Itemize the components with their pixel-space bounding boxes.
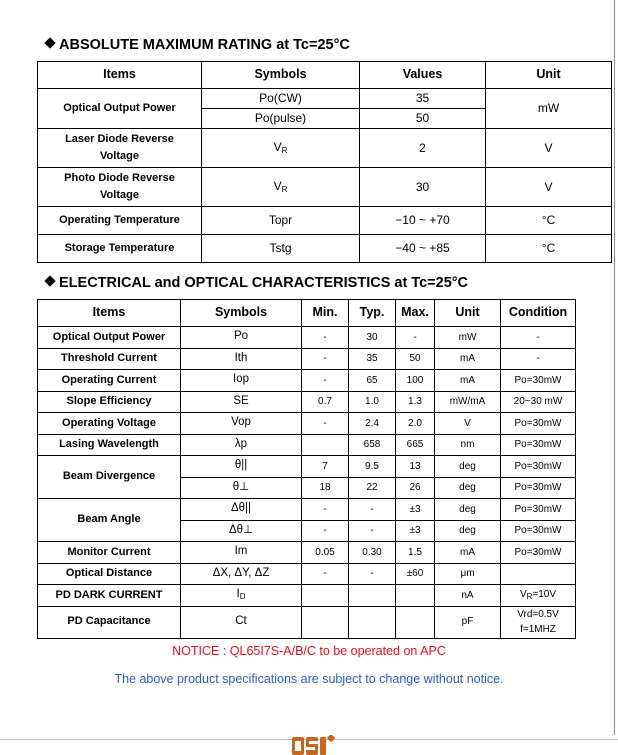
min-cell: - — [302, 413, 349, 435]
symbol-cell: Vop — [181, 413, 302, 435]
typ-cell: 658 — [349, 434, 396, 456]
diamond-bullet-icon — [44, 275, 55, 286]
item-cell: Threshold Current — [38, 348, 181, 370]
unit-cell: mW — [486, 89, 612, 129]
logo-letter-i — [320, 737, 326, 755]
header-symbols: Symbols — [181, 300, 302, 327]
unit-cell: °C — [486, 207, 612, 235]
value-cell: 35 — [360, 89, 486, 109]
min-cell: 0.05 — [302, 542, 349, 564]
table-row — [38, 129, 612, 168]
item-cell: Optical Distance — [38, 563, 181, 585]
page-right-border — [614, 0, 615, 735]
max-cell — [396, 606, 435, 638]
max-cell: ±3 — [396, 520, 435, 542]
typ-cell: - — [349, 563, 396, 585]
item-cell: Lasing Wavelength — [38, 434, 181, 456]
item-cell: PD DARK CURRENT — [38, 585, 181, 607]
typ-cell: 0.30 — [349, 542, 396, 564]
max-cell: 100 — [396, 370, 435, 392]
unit-cell: deg — [435, 520, 501, 542]
symbol-cell: $I_D$ — [181, 585, 302, 607]
header-unit: Unit — [435, 300, 501, 327]
item-cell: Operating Voltage — [38, 413, 181, 435]
typ-cell: 65 — [349, 370, 396, 392]
typ-cell: 2.4 — [349, 413, 396, 435]
header-symbols: Symbols — [202, 62, 360, 89]
table-row — [38, 327, 576, 349]
table-row — [38, 434, 576, 456]
min-cell: 7 — [302, 456, 349, 478]
unit-cell: V — [435, 413, 501, 435]
condition-cell: Po=30mW — [501, 477, 576, 499]
unit-cell: deg — [435, 477, 501, 499]
table-row — [38, 235, 612, 263]
min-cell — [302, 585, 349, 607]
table-row — [38, 456, 576, 478]
table-row — [38, 348, 576, 370]
header-min: Min. — [302, 300, 349, 327]
item-optical-output-power: Optical Output Power — [38, 89, 202, 129]
unit-cell: pF — [435, 606, 501, 638]
condition-cell: - — [501, 348, 576, 370]
header-typ: Typ. — [349, 300, 396, 327]
notice-text: NOTICE : QL65I7S-A/B/C to be operated on APC — [172, 644, 446, 658]
item-cell: Operating Current — [38, 370, 181, 392]
condition-cell: 20~30 mW — [501, 391, 576, 413]
logo-letter-s — [306, 737, 318, 755]
item-storage-temperature: Storage Temperature — [38, 235, 202, 263]
symbol-cell: Ith — [181, 348, 302, 370]
condition-cell: Po=30mW — [501, 499, 576, 521]
min-cell: - — [302, 327, 349, 349]
unit-cell: V — [486, 129, 612, 168]
symbol-cell: Tstg — [202, 235, 360, 263]
unit-cell: nm — [435, 434, 501, 456]
min-cell: - — [302, 348, 349, 370]
max-cell: ±3 — [396, 499, 435, 521]
unit-cell: deg — [435, 456, 501, 478]
max-cell — [396, 585, 435, 607]
table-row — [38, 606, 576, 638]
max-cell: 665 — [396, 434, 435, 456]
typ-cell: 1.0 — [349, 391, 396, 413]
logo-accent — [327, 735, 335, 742]
symbol-cell: ΔX, ΔY, ΔZ — [181, 563, 302, 585]
item-cell: PD Capacitance — [38, 606, 181, 638]
value-cell: 50 — [360, 109, 486, 129]
condition-cell: - — [501, 327, 576, 349]
min-cell: - — [302, 370, 349, 392]
condition-cell: Po=30mW — [501, 370, 576, 392]
condition-cell: Po=30mW — [501, 520, 576, 542]
table-row — [38, 89, 612, 109]
symbol-cell: SE — [181, 391, 302, 413]
condition-cell: $V_R=10V$ — [501, 585, 576, 607]
item-cell: Slope Efficiency — [38, 391, 181, 413]
symbol-cell: θ|| — [181, 456, 302, 478]
table-row — [38, 499, 576, 521]
table-row — [38, 370, 576, 392]
unit-cell: mW — [435, 327, 501, 349]
max-cell: 26 — [396, 477, 435, 499]
header-items: Items — [38, 300, 181, 327]
symbol-cell: Po(CW) — [202, 89, 360, 109]
max-cell: 13 — [396, 456, 435, 478]
symbol-cell: Δθ⊥ — [181, 520, 302, 542]
symbol-cell: θ⊥ — [181, 477, 302, 499]
unit-cell: nA — [435, 585, 501, 607]
unit-cell: V — [486, 168, 612, 207]
typ-cell: - — [349, 520, 396, 542]
min-cell: - — [302, 499, 349, 521]
unit-cell: °C — [486, 235, 612, 263]
logo-letter-s-gap-top — [309, 741, 318, 744]
value-cell: −10 ~ +70 — [360, 207, 486, 235]
table-row — [38, 542, 576, 564]
table-header-row — [38, 62, 612, 89]
min-cell: 18 — [302, 477, 349, 499]
header-max: Max. — [396, 300, 435, 327]
diamond-bullet-icon — [44, 37, 55, 48]
value-cell: 30 — [360, 168, 486, 207]
header-condition: Condition — [501, 300, 576, 327]
section2-title: ELECTRICAL and OPTICAL CHARACTERISTICS at Tc=25°C — [46, 275, 468, 291]
table-row — [38, 413, 576, 435]
symbol-cell: Iop — [181, 370, 302, 392]
symbol-cell: Δθ|| — [181, 499, 302, 521]
condition-cell: Po=30mW — [501, 542, 576, 564]
max-cell: 2.0 — [396, 413, 435, 435]
symbol-cell: Po — [181, 327, 302, 349]
symbol-cell: Po(pulse) — [202, 109, 360, 129]
header-items: Items — [38, 62, 202, 89]
min-cell — [302, 434, 349, 456]
value-cell: 2 — [360, 129, 486, 168]
typ-cell: 9.5 — [349, 456, 396, 478]
symbol-cell: λp — [181, 434, 302, 456]
item-photo-diode-reverse-voltage: Photo Diode Reverse Voltage — [38, 168, 202, 207]
max-cell: 50 — [396, 348, 435, 370]
symbol-cell: Ct — [181, 606, 302, 638]
max-cell: - — [396, 327, 435, 349]
max-cell: ±60 — [396, 563, 435, 585]
max-cell: 1.5 — [396, 542, 435, 564]
table-row — [38, 168, 612, 207]
typ-cell: 35 — [349, 348, 396, 370]
symbol-cell: Im — [181, 542, 302, 564]
typ-cell — [349, 606, 396, 638]
company-logo-icon — [291, 735, 335, 755]
value-cell: −40 ~ +85 — [360, 235, 486, 263]
condition-cell: Po=30mW — [501, 456, 576, 478]
table-header-row — [38, 300, 576, 327]
disclaimer-text: The above product specifications are subject to change without notice. — [114, 672, 504, 686]
min-cell: - — [302, 563, 349, 585]
min-cell — [302, 606, 349, 638]
unit-cell: μm — [435, 563, 501, 585]
unit-cell: deg — [435, 499, 501, 521]
header-unit: Unit — [486, 62, 612, 89]
absolute-max-rating-table — [37, 61, 612, 263]
item-laser-diode-reverse-voltage: Laser Diode Reverse Voltage — [38, 129, 202, 168]
symbol-cell: $V_R$ — [202, 129, 360, 168]
typ-cell: - — [349, 499, 396, 521]
item-cell: Monitor Current — [38, 542, 181, 564]
electrical-optical-characteristics-table — [37, 299, 576, 639]
symbol-cell: $V_R$ — [202, 168, 360, 207]
section1-title: ABSOLUTE MAXIMUM RATING at Tc=25°C — [46, 37, 350, 53]
unit-cell: mW/mA — [435, 391, 501, 413]
min-cell: 0.7 — [302, 391, 349, 413]
symbol-cell: Topr — [202, 207, 360, 235]
table-row — [38, 391, 576, 413]
typ-cell: 22 — [349, 477, 396, 499]
item-operating-temperature: Operating Temperature — [38, 207, 202, 235]
condition-cell — [501, 563, 576, 585]
logo-letter-q-hole — [295, 741, 301, 751]
logo-letter-s-gap-bottom — [306, 747, 315, 750]
item-cell: Beam Divergence — [38, 456, 181, 499]
header-values: Values — [360, 62, 486, 89]
unit-cell: mA — [435, 542, 501, 564]
unit-cell: mA — [435, 348, 501, 370]
max-cell: 1.3 — [396, 391, 435, 413]
table-row — [38, 585, 576, 607]
condition-cell: Po=30mW — [501, 413, 576, 435]
item-cell: Optical Output Power — [38, 327, 181, 349]
typ-cell: 30 — [349, 327, 396, 349]
min-cell: - — [302, 520, 349, 542]
item-cell: Beam Angle — [38, 499, 181, 542]
unit-cell: mA — [435, 370, 501, 392]
table-row — [38, 207, 612, 235]
condition-cell: Po=30mW — [501, 434, 576, 456]
table-row — [38, 563, 576, 585]
condition-cell: Vrd=0.5V f=1MHZ — [501, 606, 576, 638]
typ-cell — [349, 585, 396, 607]
